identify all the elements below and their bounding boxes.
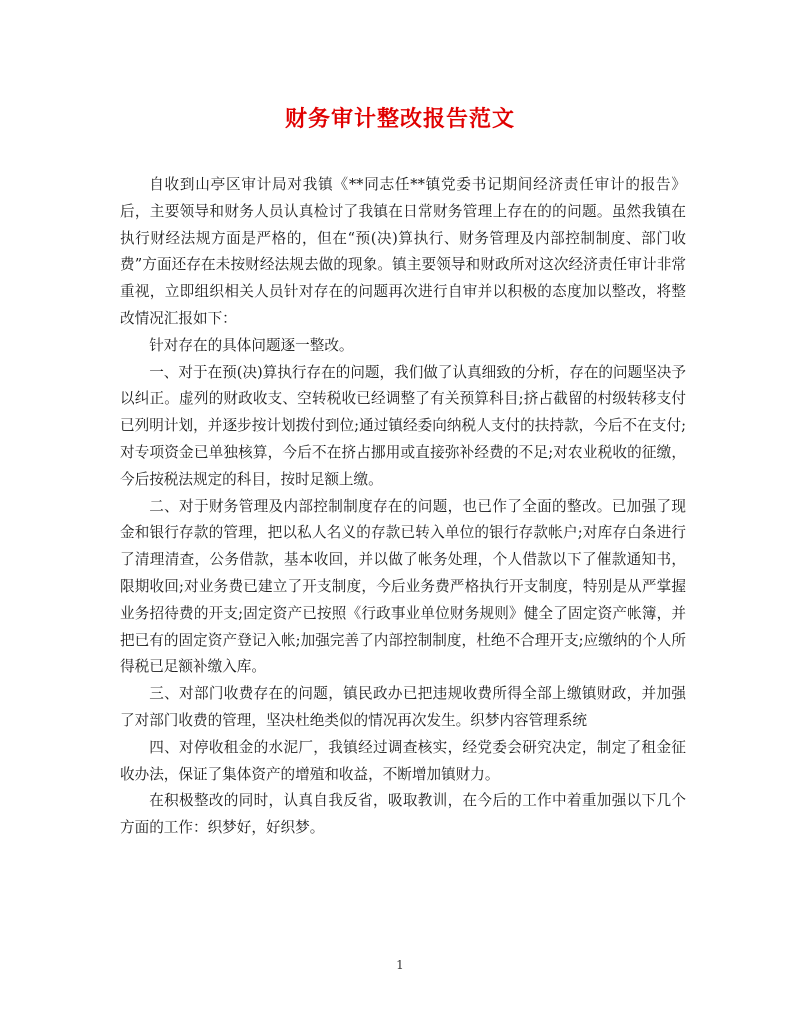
page-number: 1 [396, 958, 404, 972]
paragraph-department-fees: 三、对部门收费存在的问题，镇民政办已把违规收费所得全部上缴镇财政，并加强了对部门收费的管理，坚决杜绝类似的情况再次发生。织梦内容管理系统 [120, 685, 686, 729]
document-body [120, 172, 686, 842]
paragraph-future-work: 在积极整改的同时，认真自我反省，吸取教训，在今后的工作中着重加强以下几个方面的工作：织梦好，好织梦。 [120, 792, 686, 837]
document-title: 财务审计整改报告范文 [284, 106, 515, 132]
paragraph-cement-factory: 四、对停收租金的水泥厂，我镇经过调查核实，经党委会研究决定，制定了租金征收办法，保证了集体资产的增殖和收益，不断增加镇财力。 [120, 738, 686, 783]
paragraph-financial-management: 二、对于财务管理及内部控制制度存在的问题，也已作了全面的整改。已加强了现金和银行存款的管理，把以私人名义的存款已转入单位的银行存款帐户;对库存白条进行了清理清查，公务借款，基本收回，并以做了帐务处理，个人借款以下了催款通知书，限期收回;对业务费已建立了开支制度，今后业务费严格执行开支制度，特别是从严掌握业务招待费的开支;固定资产已按照《行政事业单位财务规则》健全了固定资产帐簿，并把已有的固定资产登记入帐;加强完善了内部控制制度，杜绝不合理开支;应缴纳的个人所得税已足额补缴入库。 [120, 497, 686, 676]
paragraph-budget-execution: 一、对于在预(决)算执行存在的问题，我们做了认真细致的分析，存在的问题坚决予以纠正。虚列的财政收支、空转税收已经调整了有关预算科目;挤占截留的村级转移支付已列明计划，并逐步按计划拨付到位;通过镇经委向纳税人支付的扶持款，今后不在支付;对专项资金已单独核算，今后不在挤占挪用或直接弥补经费的不足;对农业税收的征缴，今后按税法规定的科目，按时足额上缴。 [120, 363, 686, 488]
paragraph-overview: 针对存在的具体问题逐一整改。 [149, 336, 354, 354]
paragraph-intro: 自收到山亭区审计局对我镇《**同志任**镇党委书记期间经济责任审计的报告》后，主要领导和财务人员认真检讨了我镇在日常财务管理上存在的的问题。虽然我镇在执行财经法规方面是严格的，但在“预(决)算执行、财务管理及内部控制制度、部门收费”方面还存在未按财经法规去做的现象。镇主要领导和财政所对这次经济责任审计非常重视，立即组织相关人员针对存在的问题再次进行自审并以积极的态度加以整改，将整改情况汇报如下： [120, 176, 686, 327]
